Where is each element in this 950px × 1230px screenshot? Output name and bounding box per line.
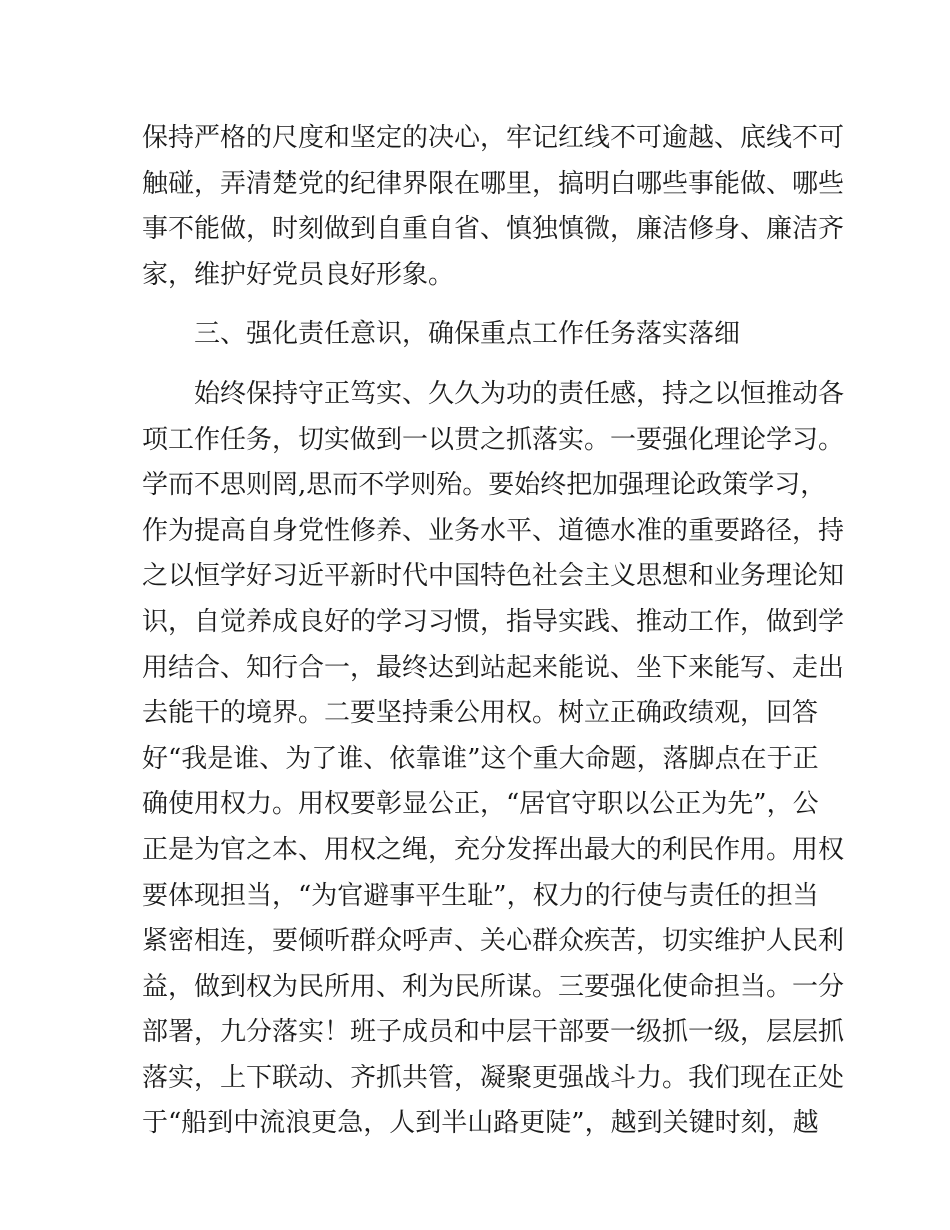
paragraph-2-line: 去能干的境界。二要坚持秉公用权。树立正确政绩观，回答 [142,698,819,729]
paragraph-1 [142,116,845,298]
section-heading: 三、强化责任意识，确保重点工作任务落实落细 [194,319,741,350]
paragraph-1-line: 保持严格的尺度和坚定的决心，牢记红线不可逾越、底线不可 [142,123,845,153]
paragraph-1-line: 家，维护好党员良好形象。 [142,259,455,290]
paragraph-2-line: 好“我是谁、为了谁、依靠谁”这个重大命题，落脚点在于正 [142,743,819,774]
paragraph-2-line: 益，做到权为民所用、利为民所谋。三要强化使命担当。一分 [142,971,845,1002]
paragraph-2-line: 学而不思则罔,思而不学则殆。要始终把加强理论政策学习， [142,470,827,501]
paragraph-2-line: 正是为官之本、用权之绳，充分发挥出最大的利民作用。用权 [142,834,845,865]
paragraph-2-line: 确使用权力。用权要彰显公正，“居官守职以公正为先”，公 [142,789,819,820]
body-text [142,116,845,1147]
paragraph-2-line: 要体现担当，“为官避事平生耻”，权力的行使与责任的担当 [142,880,819,911]
paragraph-2-line: 用结合、知行合一，最终达到站起来能说、坐下来能写、走出 [142,652,845,683]
paragraph-2-line: 紧密相连，要倾听群众呼声、关心群众疾苦，切实维护人民利 [142,926,845,957]
paragraph-2-line: 识，自觉养成良好的学习习惯，指导实践、推动工作，做到学 [142,606,845,637]
paragraph-2 [142,372,845,1147]
paragraph-1-line: 触碰，弄清楚党的纪律界限在哪里，搞明白哪些事能做、哪些 [142,168,845,199]
paragraph-2-line: 项工作任务，切实做到一以贯之抓落实。一要强化理论学习。 [142,424,845,455]
paragraph-2-line: 落实，上下联动、齐抓共管，凝聚更强战斗力。我们现在正处 [142,1062,845,1093]
paragraph-1-line: 事不能做，时刻做到自重自省、慎独慎微，廉洁修身、廉洁齐 [142,214,845,245]
paragraph-2-line: 于“船到中流浪更急，人到半山路更陡”，越到关键时刻，越 [142,1108,819,1139]
paragraph-2-line: 部署，九分落实！班子成员和中层干部要一级抓一级，层层抓 [142,1017,845,1048]
paragraph-2-line: 之以恒学好习近平新时代中国特色社会主义思想和业务理论知 [142,561,845,592]
paragraph-2-line: 作为提高自身党性修养、业务水平、道德水准的重要路径，持 [142,515,845,546]
paragraph-2-line: 始终保持守正笃实、久久为功的责任感，持之以恒推动各 [194,378,845,409]
